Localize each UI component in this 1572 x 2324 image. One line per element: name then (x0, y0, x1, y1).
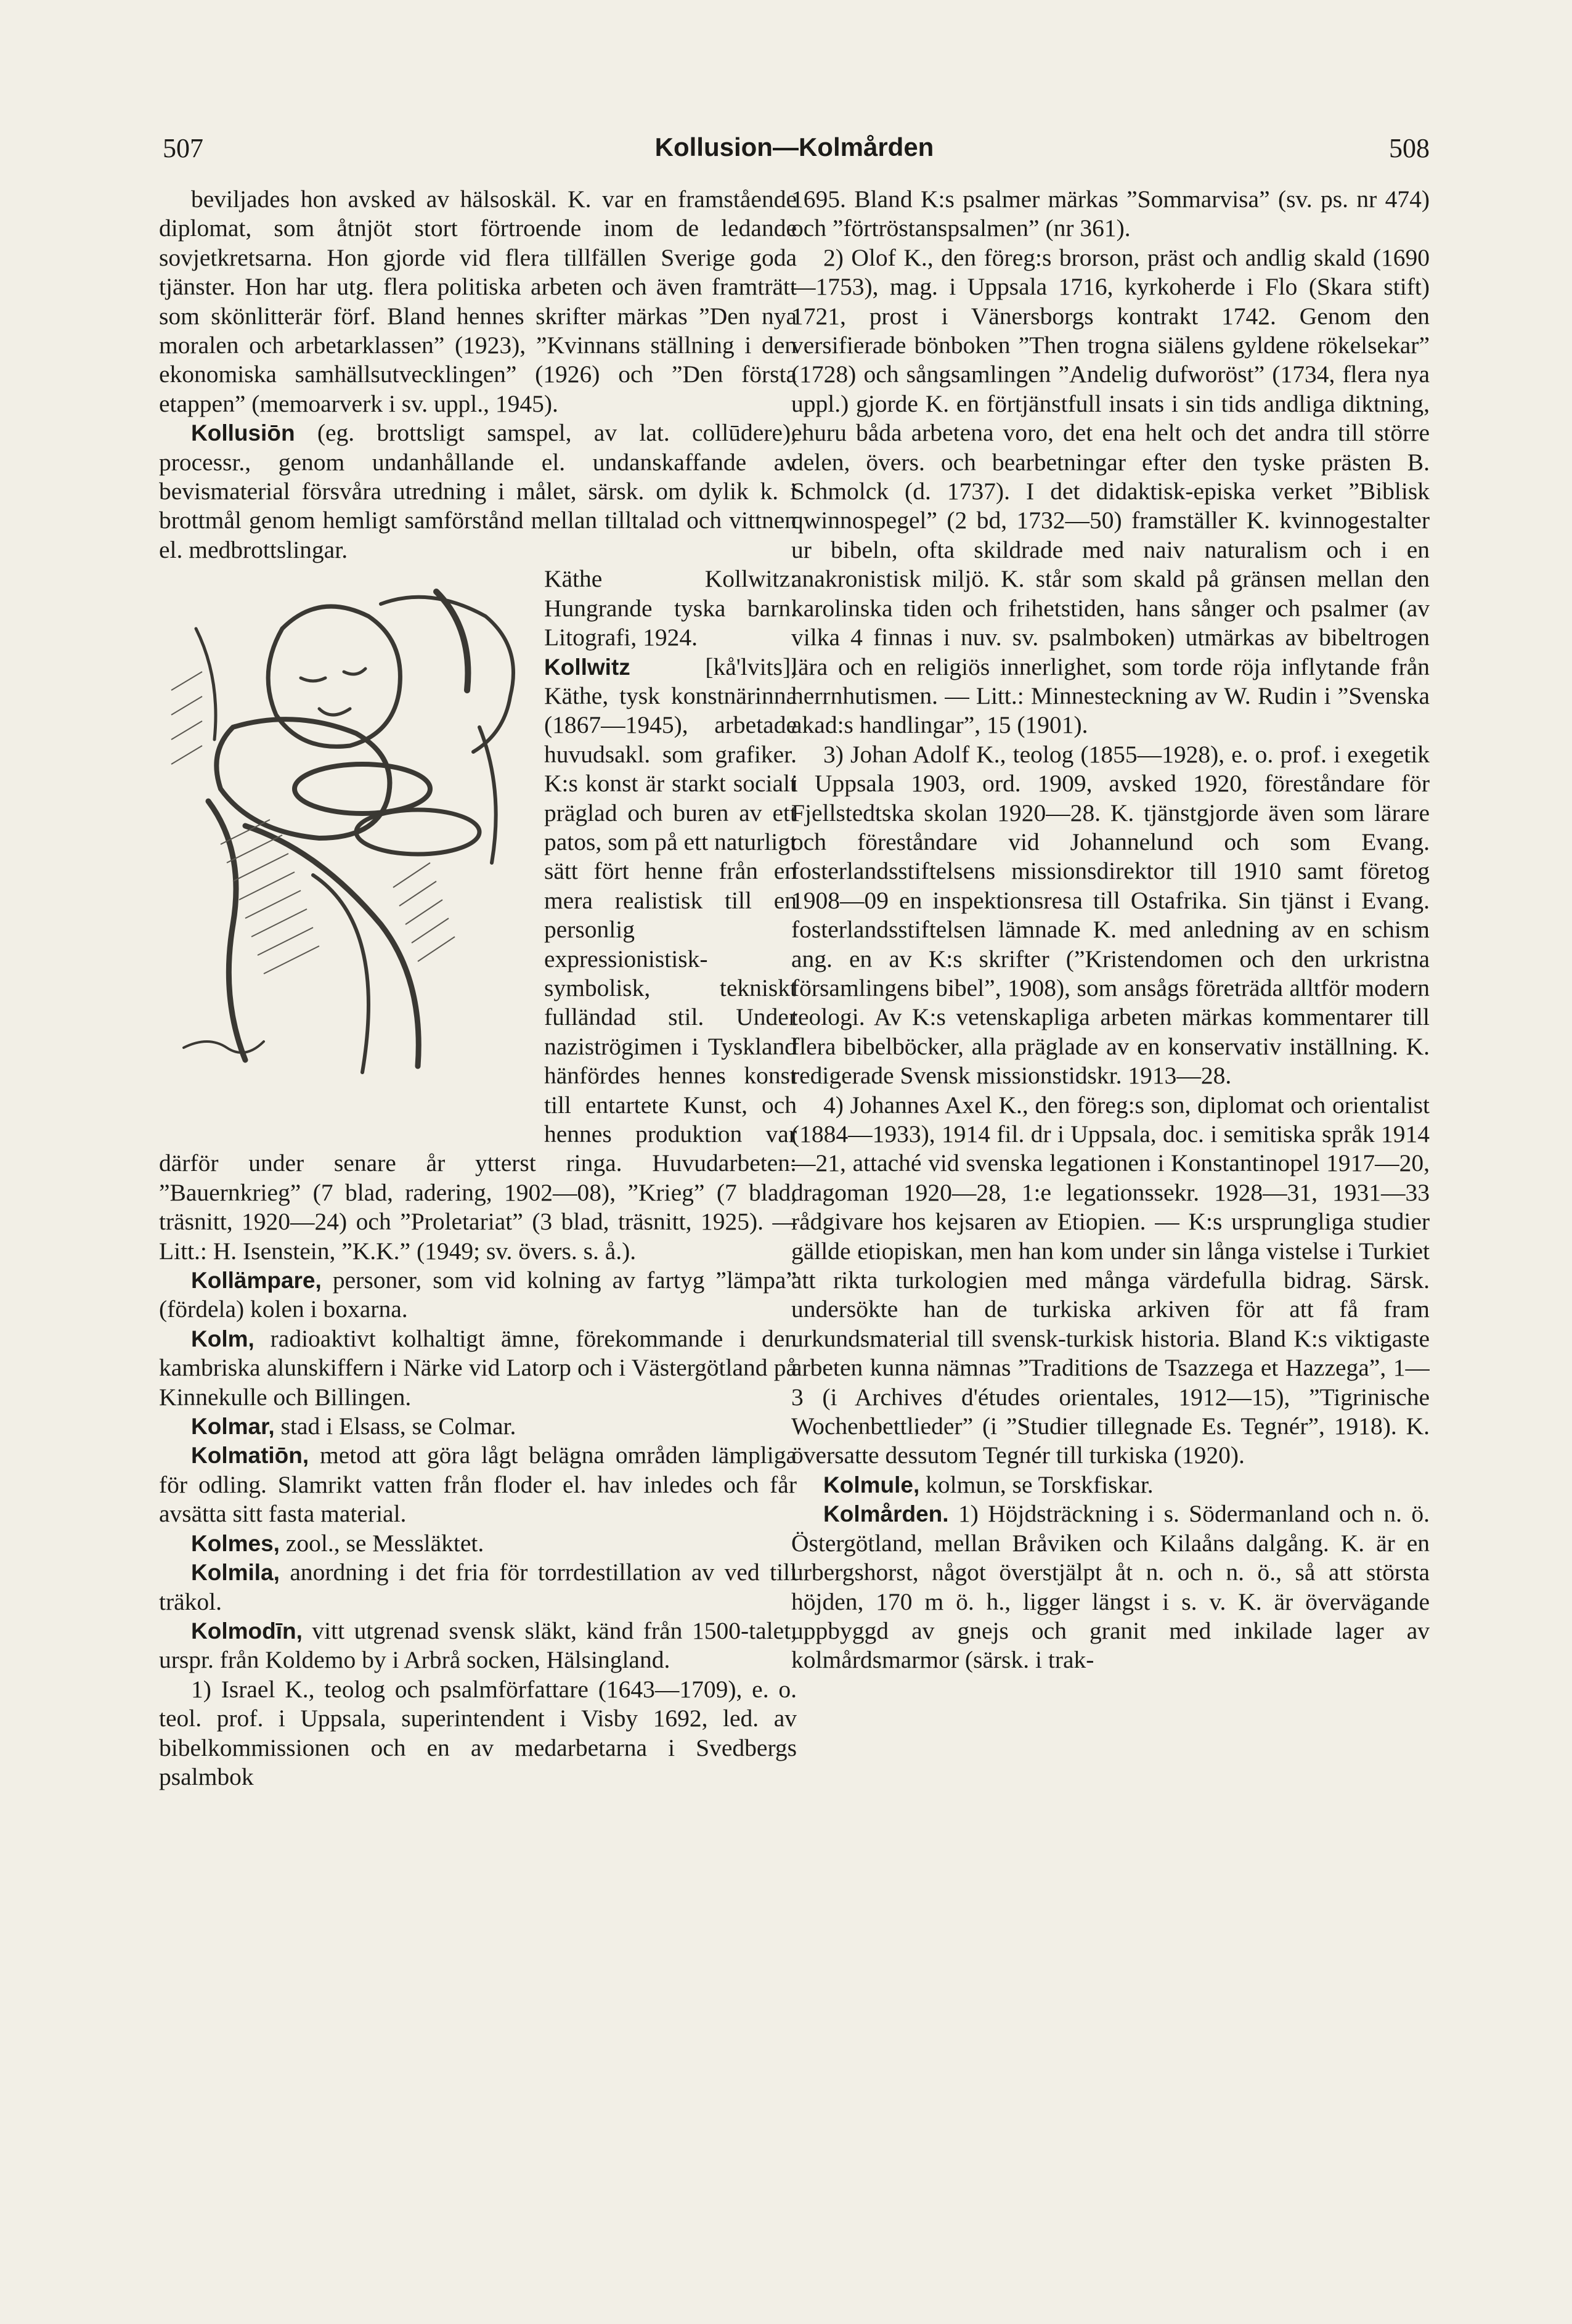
headword: Kolmodīn, (191, 1618, 303, 1644)
headword: Kollusiōn (191, 420, 295, 446)
headword: Kolmatiōn, (191, 1443, 309, 1469)
paragraph: 4) Johannes Axel K., den föreg:s son, diplomat och orientalist (1884—1933), 1914 fil. dr i Uppsala, doc. i semitiska språk 1914—21, attaché vid svenska legationen i Konstantinopel 1917—20, dragoman 1920—28, 1:e legationssekr. 1928—31, 1931—33 rådgivare hos kejsaren av Etiopien. — K:s ursprungliga studier gällde etiopiskan, men han kom under sin långa vistelse i Turkiet att rikta turkologien med många värdefulla bidrag. Särsk. undersökte han de turkiska arkiven för att få fram urkundsmaterial till svensk-turkisk historia. Bland K:s viktigaste arbeten kunna nämnas ”Traditions de Tsazzega et Hazzega”, 1—3 (i Archives d'études orientales, 1912—15), ”Tigrinische Wochenbettlieder” (i ”Studier tillegnade Es. Tegnér”, 1918). K. översatte dessutom Tegnér till turkiska (1920). (791, 1091, 1430, 1469)
headword: Kollwitz (544, 654, 630, 680)
paragraph: beviljades hon avsked av hälsoskäl. K. var en framstående diplomat, som åtnjöt stort förtroende inom de ledande sovjetkretsarna. Hon gjorde vid flera tillfällen Sverige goda tjänster. Hon har utg. flera politiska arbeten och även framträtt som skönlitterär förf. Bland hennes skrifter märkas ”Den nya moralen och arbetarklassen” (1923), ”Kvinnans ställning i den ekonomiska samhällsutvecklingen” (1926) och ”Den första etappen” (memoarverk i sv. uppl., 1945). (159, 186, 797, 417)
paragraph: 1) Israel K., teolog och psalmförfattare (1643—1709), e. o. teol. prof. i Uppsala, superintendent i Visby 1692, led. av bibelkommissionen och en av medarbetarna i Svedbergs psalmbok (159, 1675, 797, 1790)
page-header (159, 133, 1430, 176)
entry-kolmule: Kolmule, kolmun, se Torskfiskar. (823, 1470, 1154, 1498)
entry-kolmila: Kolmila, anordning i det fria för torrdestillation av ved till träkol. (159, 1559, 797, 1615)
page-number-left: 507 (163, 133, 203, 163)
entry-kollampare: Kollämpare, personer, som vid kolning av fartyg ”lämpa” (fördela) kolen i boxarna. (159, 1266, 797, 1323)
figure-caption: Käthe Kollwitz: Hungrande tyska barn. Litografi, 1924. (544, 565, 797, 651)
headword: Kolm, (191, 1326, 255, 1352)
entry-kolm: Kolm, radioaktivt kolhaltigt ämne, förekommande i den kambriska alunskiffern i Närke vid Latorp och i Västergötland på Kinnekulle och Billingen. (159, 1324, 797, 1411)
entry-kolmation: Kolmatiōn, metod att göra lågt belägna områden lämpliga för odling. Slamrikt vatten från floder el. hav inledes och får avsätta sitt fasta material. (159, 1441, 797, 1528)
right-column (791, 185, 1430, 2169)
entry-kolmodin: Kolmodīn, vitt utgrenad svensk släkt, känd från 1500-talet, urspr. från Koldemo by i Arbrå socken, Hälsingland. (159, 1617, 797, 1674)
headword: Kolmården. (823, 1501, 949, 1527)
entry-kolmarden: Kolmården. 1) Höjdsträckning i s. Södermanland och n. ö. Östergötland, mellan Bråviken och Kilaåns dalgång. K. är en urbergshorst, något överstjälpt åt n. och n. ö., så att största höjden, 170 m ö. h., ligger längst i s. v. K. är övervägande uppbyggd av gnejs och granit med inkilade lager av kolmårdsmarmor (särsk. i trak- (791, 1500, 1430, 1674)
left-column: beviljades hon avsked av hälsoskäl. K. var en framstående diplomat, som åtnjöt stort förtroende inom de ledande sovjetkretsarna. Hon gjorde vid flera tillfällen Sverige goda tjänster. Hon har utg. flera politiska arbeten och även framträtt som skönlitterär förf. Bland hennes skrifter märkas ”Den nya moralen och arbetarklassen” (1923), ”Kvinnans ställning i den ekonomiska samhällsutvecklingen” (1926) och ”Den första etappen” (memoarverk i sv. uppl., 1945). Kollusiōn (eg. brottsligt samspel, av lat. collūdere), processr., genom undanhållande el. undanskaffande av bevismaterial försvåra utredning i målet, särsk. om dylik k. i brottmål genom hemligt samförstånd mellan tilltalad och vittnen el. medbrottslingar. Käthe Kollwitz: Hungrande tyska barn. Litografi, 1924. Kollwitz [kå'lvits], Käthe, tysk konstnärinna (1867—1945), arbetade huvudsakl. som grafiker. K:s konst är starkt socialt präglad och buren av ett patos, som på ett naturligt sätt fört henne från en mera realistisk till en personlig expressionistisk-symbolisk, tekniskt fulländad stil. Under naziströgimen i Tyskland hänfördes hennes konst till entartete Kunst, och hennes produktion var därför under senare år ytterst ringa. Huvudarbeten: ”Bauernkrieg” (7 blad, radering, 1902—08), ”Krieg” (7 blad, träsnitt, 1920—24) och ”Proletariat” (3 blad, träsnitt, 1925). — Litt.: H. Isenstein, ”K.K.” (1949; sv. övers. s. å.). Kollämpare, personer, som vid kolning av fartyg ”lämpa” (fördela) kolen i boxarna. Kolm, radioaktivt kolhaltigt ämne, förekommande i den kambriska alunskiffern i Närke vid Latorp och i Västergötland på Kinnekulle och Billingen. Kolmar, stad i Elsass, se Colmar. Kolmatiōn, metod att göra lågt belägna områden lämpliga för odling. Slamrikt vatten från floder el. hav inledes och får avsätta sitt fasta material. Kolmes, zool., se Messläktet. Kolmila, anordning i det fria för torrdestillation av ved till träkol. Kolmodīn, vitt utgrenad svensk släkt, känd från 1500-talet, urspr. från Koldemo by i Arbrå socken, Hälsingland. 1) Israel K., teolog och psalmförfattare (1643—1709), e. o. teol. prof. i Uppsala, superintendent i Visby 1692, led. av bibelkommissionen och en av medarbetarna i Svedbergs psalmbok (159, 185, 797, 2169)
headword: Kolmila, (191, 1560, 280, 1586)
lithograph-illustration (159, 567, 538, 1091)
paragraph: 3) Johan Adolf K., teolog (1855—1928), e. o. prof. i exegetik i Uppsala 1903, ord. 1909, avsked 1920, föreståndare för Fjellstedtska skolan 1920—28. K. tjänstgjorde även som lärare och föreståndare vid Johannelund och som Evang. fosterlandsstiftelsens missionsdirektor till 1910 samt företog 1908—09 en inspektionsresa till Ostafrika. Sin tjänst i Evang. fosterlandsstiftelsen lämnade K. med anledning av en schism ang. en av K:s skrifter (”Kristendomen och den urkristna församlingens bibel”, 1908), som ansågs företräda alltför modern teologi. Av K:s vetenskapliga arbeten märkas kommentarer till flera bibelböcker, alla präglade av en konservativ inställning. K. redigerade Svensk missionstidskr. 1913—28. (791, 740, 1430, 1090)
entry-kolmar: Kolmar, stad i Elsass, se Colmar. (191, 1413, 516, 1440)
page-number-right: 508 (1389, 133, 1430, 163)
headword: Kolmar, (191, 1414, 275, 1440)
paragraph: 2) Olof K., den föreg:s brorson, präst och andlig skald (1690—1753), mag. i Uppsala 1716, kyrkoherde i Flo (Skara stift) 1721, prost i Vänersborgs kontrakt 1742. Genom den versifierade bönboken ”Then trogna siälens gyldene rökelsekar” (1728) och sångsamlingen ”Andelig dufworöst” (1734, flera nya uppl.) gjorde K. en förtjänstfull insats i sin tids andliga diktning, ehuru båda arbetena voro, det ena helt och det andra till större delen, övers. och bearbetningar efter den tyske prästen B. Schmolck (d. 1737). I det didaktisk-episka verket ”Biblisk qwinnospegel” (2 bd, 1732—50) framställer K. kvinnogestalter ur bibeln, ofta skildrade med naiv naturalism och i en anakronistisk miljö. K. står som skald på gränsen mellan den karolinska tiden och frihetstiden, hans sånger och psalmer (av vilka 4 finnas i nuv. sv. psalmboken) utmärkas av bibeltrogen lära och en religiös innerlighet, som torde röja inflytande från herrnhutismen. — Litt.: Minnesteckning av W. Rudin i ”Svenska akad:s handlingar”, 15 (1901). (791, 243, 1430, 739)
paragraph: 1695. Bland K:s psalmer märkas ”Sommarvisa” (sv. ps. nr 474) och ”förtröstanspsalmen” (nr 361). (791, 186, 1430, 242)
entry-kollusion: Kollusiōn (eg. brottsligt samspel, av lat. collūdere), processr., genom undanhållande el. undanskaffande av bevismaterial försvåra utredning i målet, särsk. om dylik k. i brottmål genom hemligt samförstånd mellan tilltalad och vittnen el. medbrottslingar. (159, 419, 797, 563)
figure (159, 567, 538, 1137)
headword: Kollämpare, (191, 1268, 322, 1294)
entry-kolmes: Kolmes, zool., se Messläktet. (191, 1529, 484, 1557)
running-title: Kollusion—Kolmården (654, 133, 934, 161)
headword: Kolmes, (191, 1530, 280, 1556)
headword: Kolmule, (823, 1472, 920, 1498)
